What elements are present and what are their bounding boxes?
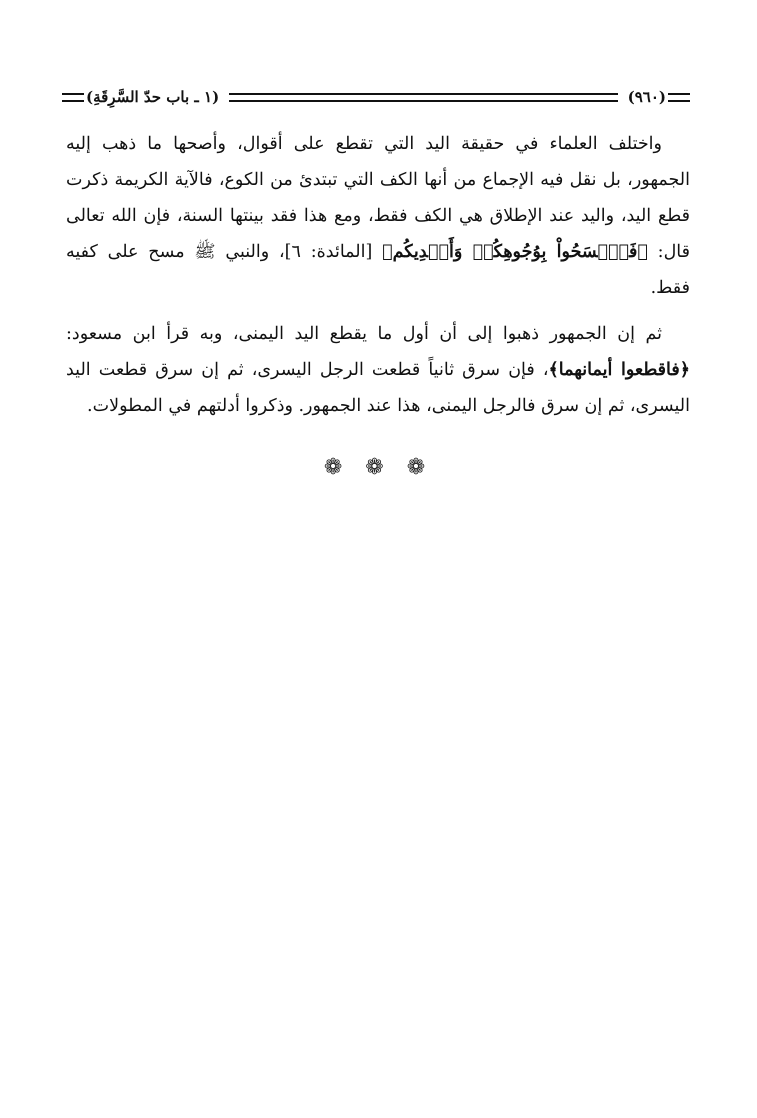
header-rule-middle	[229, 93, 617, 102]
paragraph-text: [المائدة: ٦]، والنبي ﷺ مسح على كفيه فقط.	[66, 242, 690, 298]
paragraph-text: واختلف العلماء في حقيقة اليد التي تقطع على أقوال، وأصحها ما ذهب إليه الجمهور، بل نقل فيه الإجماع من أنها الكف التي تبتدئ من الكوع، فالآية الكريمة ذكرت قطع اليد، واليد عند الإطلاق هي الكف فقط، ومع هذا فقد بينتها السنة، فإن الله تعالى قال:	[66, 134, 690, 262]
quran-verse: ﴿فَٱمۡسَحُواْ بِوُجُوهِكُمۡ وَأَيۡدِيكُم﴾	[382, 242, 648, 262]
section-end-ornament: ❁ ❁ ❁	[323, 455, 434, 480]
paragraph-hand-definition	[66, 126, 690, 306]
running-header	[62, 84, 690, 110]
header-rule-right-end	[668, 93, 690, 102]
recitation-quote: ﴿فاقطعوا أيمانهما﴾	[548, 360, 690, 380]
paragraph-text: ، فإن سرق ثانياً قطعت الرجل اليسرى، ثم إن سرق قطعت اليد اليسرى، ثم إن سرق فالرجل اليمنى، هذا عند الجمهور. وذكروا أدلتهم في المطولات.	[66, 360, 690, 416]
main-text	[66, 126, 690, 424]
header-rule-left-end	[62, 93, 84, 102]
section-title: (١ ـ باب حدّ السَّرِقَةِ)	[86, 88, 220, 106]
paragraph-text: ثم إن الجمهور ذهبوا إلى أن أول ما يقطع اليد اليمنى، وبه قرأ ابن مسعود:	[66, 324, 662, 344]
page-number: (٩٦٠)	[627, 88, 666, 106]
paragraph-order-of-cutting	[66, 316, 690, 424]
